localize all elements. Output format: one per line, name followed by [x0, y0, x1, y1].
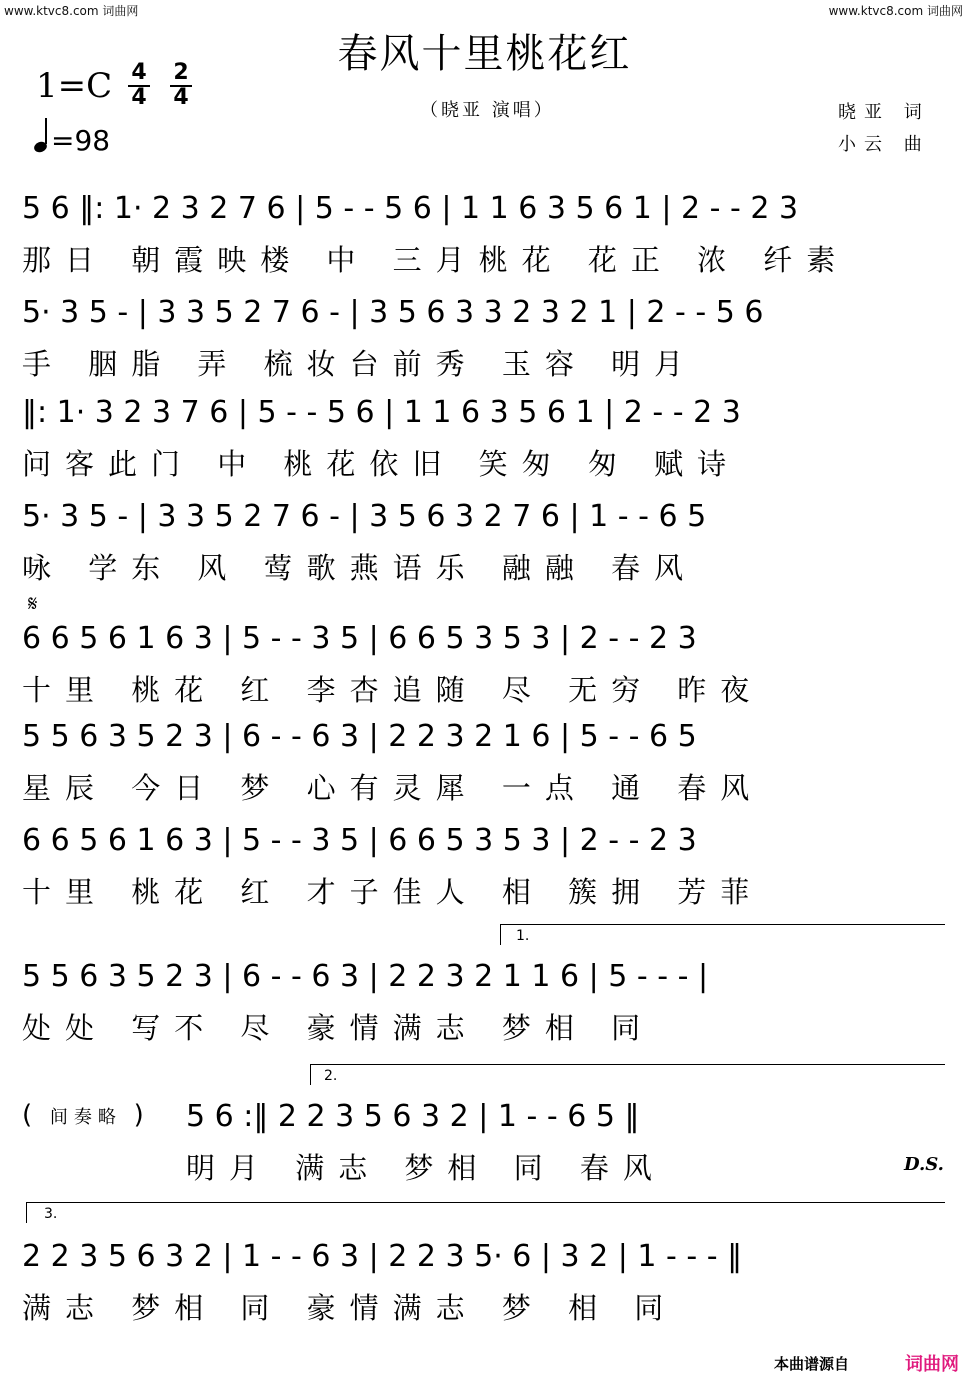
- lyricist-credit: 晓亚 词: [838, 102, 930, 123]
- notation-line: 5· 3 5 - | 3 3 5 2 7 6 - | 3 5 6 3 2 7 6 | 1 - - 6 5: [22, 498, 707, 534]
- ending-bracket-3: [26, 1202, 945, 1223]
- meter-a-den: 4: [131, 85, 147, 110]
- staff-row-3: [22, 386, 947, 486]
- ending-label-2: 2.: [324, 1068, 338, 1084]
- notation-line: 6 6 5 6 1 6 3 | 5 - - 3 5 | 6 6 5 3 5 3 | 2 - - 2 3: [22, 822, 697, 858]
- lyrics-line: 处处 写不 尽 豪情满志 梦相 同: [22, 1010, 655, 1045]
- ending-bracket-2: [310, 1064, 945, 1085]
- staff-row-5: [22, 612, 947, 712]
- staff-row-6: [22, 710, 947, 810]
- watermark-right: www.ktvc8.com 词曲网: [828, 4, 963, 18]
- ending-label-1: 1.: [516, 928, 530, 944]
- meter-b-num: 2: [170, 62, 192, 87]
- notation-line: 5 6 ‖: 1· 2 3 2 7 6 | 5 - - 5 6 | 1 1 6 3 5 6 1 | 2 - - 2 3: [22, 190, 799, 226]
- notation-line: 6 6 5 6 1 6 3 | 5 - - 3 5 | 6 6 5 3 5 3 | 2 - - 2 3: [22, 620, 697, 656]
- staff-row-7: [22, 814, 947, 914]
- lyrics-line: 十里 桃花 红 李杏追随 尽 无穷 昨夜: [22, 672, 764, 707]
- segno-sign: 𝄋: [28, 592, 38, 617]
- staff-row-9: [186, 1090, 946, 1190]
- key-signature: 1=C: [36, 66, 113, 106]
- tempo-marking: [34, 124, 110, 157]
- footer-source: 本曲谱源自: [773, 1355, 849, 1373]
- staff-row-2: [22, 286, 947, 386]
- notation-line: 5· 3 5 - | 3 3 5 2 7 6 - | 3 5 6 3 3 2 3 2 1 | 2 - - 5 6: [22, 294, 764, 330]
- ending-label-3: 3.: [44, 1206, 58, 1222]
- lyrics-line: 星辰 今日 梦 心有灵犀 一点 通 春风: [22, 770, 764, 805]
- ending-bracket-1: [500, 924, 945, 945]
- song-title: 春风十里桃花红: [337, 31, 632, 77]
- paren-open: (: [22, 1100, 39, 1130]
- paren-close: ): [133, 1100, 150, 1130]
- staff-row-1: [22, 182, 947, 282]
- lyrics-line: 手 胭脂 弄 梳妆台前秀 玉容 明月: [22, 346, 698, 381]
- lyrics-line: 十里 桃花 红 才子佳人 相 簇拥 芳菲: [22, 874, 764, 909]
- notation-line: 5 5 6 3 5 2 3 | 6 - - 6 3 | 2 2 3 2 1 6 | 5 - - 6 5: [22, 718, 697, 754]
- interlude-note: [22, 1100, 150, 1130]
- lyrics-line: 咏 学东 风 莺歌燕语乐 融融 春风: [22, 550, 698, 585]
- tempo-value: =98: [51, 124, 111, 157]
- time-signature-a: [128, 62, 150, 109]
- notation-line: 5 5 6 3 5 2 3 | 6 - - 6 3 | 2 2 3 2 1 1 6 | 5 - - - |: [22, 958, 709, 994]
- staff-row-4: [22, 490, 947, 590]
- notation-line: 2 2 3 5 6 3 2 | 1 - - 6 3 | 2 2 3 5· 6 | 3 2 | 1 - - - ‖: [22, 1238, 743, 1274]
- time-signature-b: [170, 62, 192, 109]
- staff-row-10: [22, 1230, 947, 1330]
- lyrics-line: 满志 梦相 同 豪情满志 梦 相 同: [22, 1290, 678, 1325]
- notation-line: 5 6 :‖ 2 2 3 5 6 3 2 | 1 - - 6 5 ‖: [186, 1098, 640, 1134]
- notation-line: ‖: 1· 3 2 3 7 6 | 5 - - 5 6 | 1 1 6 3 5 6 1 | 2 - - 2 3: [22, 394, 741, 430]
- performer: （晓亚 演唱）: [420, 100, 555, 121]
- composer-credit: 小云 曲: [838, 134, 930, 155]
- meter-a-num: 4: [128, 62, 150, 87]
- watermark-left: www.ktvc8.com 词曲网: [4, 4, 139, 18]
- lyrics-line: 那日 朝霞映楼 中 三月桃花 花正 浓 纤素: [22, 242, 850, 277]
- footer-logo[interactable]: 词曲网: [905, 1354, 959, 1375]
- lyrics-line: 明月 满志 梦相 同 春风: [186, 1150, 666, 1185]
- dal-segno-mark: D.S.: [904, 1154, 944, 1175]
- interlude-text: 间奏略: [49, 1107, 122, 1128]
- meter-b-den: 4: [173, 85, 189, 110]
- lyrics-line: 问客此门 中 桃花依旧 笑匆 匆 赋诗: [22, 446, 741, 481]
- note-stem: [45, 118, 47, 144]
- staff-row-8: [22, 950, 947, 1050]
